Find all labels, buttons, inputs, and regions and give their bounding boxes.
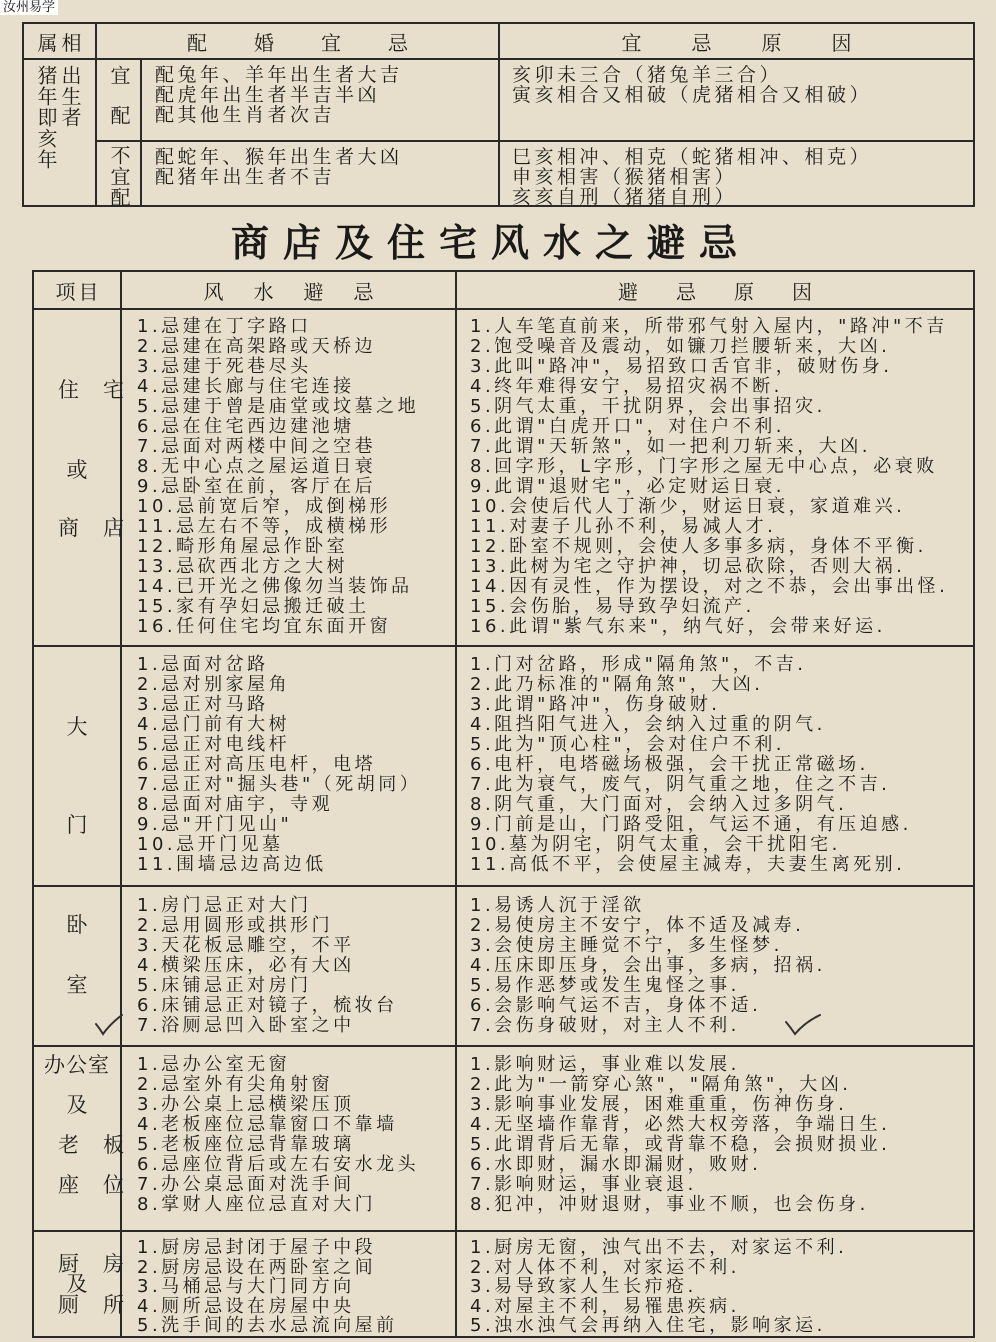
reason-item: 7.会伤身破财，对主人不利. [470, 1015, 740, 1036]
reason-list [470, 317, 948, 637]
reason-cell [457, 310, 975, 647]
taboo-item: 4.忌建长廊与住宅连接 [137, 376, 355, 397]
taboo-cell [122, 1047, 457, 1232]
section-label-line: 商店 [58, 516, 148, 540]
watermark-label: 汝州易学 [0, 0, 58, 15]
taboo-list [137, 1055, 419, 1215]
sign-label-column: 出生者 [58, 65, 82, 128]
reason-item: 10.会使后代人丁渐少，财运日衰，家道难兴. [470, 496, 906, 517]
header-reason-label: 避忌原因 [618, 279, 850, 304]
section-label-line: 卧 [66, 913, 88, 937]
reason-item: 4.对屋主不利，易罹患疾病. [470, 1295, 740, 1317]
reason-item: 9.门前是山，门路受阻，气运不通，有压迫感. [470, 814, 912, 835]
section-label-main-door [34, 647, 122, 887]
reason-item: 11.对妻子儿孙不利，易减人才. [470, 516, 777, 537]
header-reason-label: 宜忌原因 [621, 30, 902, 55]
reason-item: 4.阻挡阳气进入，会纳入过重的阴气. [470, 714, 826, 735]
page-title: 商店及住宅风水之避忌 [231, 221, 752, 265]
taboo-item: 16.任何住宅均宜东面开窗 [137, 616, 392, 637]
taboo-item: 7.忌面对两楼中间之空巷 [137, 436, 377, 457]
taboo-list [137, 896, 398, 1036]
reason-item: 2.此乃标准的"隔角煞"，大凶. [470, 674, 764, 695]
taboo-cell [122, 647, 457, 887]
taboo-item: 1.房门忌正对大门 [137, 895, 312, 916]
taboo-item: 10.忌前宽后窄，成倒梯形 [137, 496, 392, 517]
taboo-item: 3.忌建于死巷尽头 [137, 356, 312, 377]
match-type-cell [97, 142, 142, 207]
reason-item: 6.此谓"白虎开口"，对住户不利. [470, 416, 785, 437]
reason-item: 7.此谓"天斩煞"，如一把利刀斩来，大凶. [470, 436, 871, 457]
taboo-item: 2.忌建在高架路或天桥边 [137, 336, 377, 357]
reason-item: 5.阴气太重，干扰阴界，会出事招灾. [470, 396, 826, 417]
taboo-item: 3.办公桌上忌横梁压顶 [137, 1094, 355, 1115]
reason-list [470, 1238, 847, 1336]
sign-cell [24, 60, 97, 207]
taboo-cell [122, 310, 457, 647]
reason-item: 4.无坚墙作靠背，必然大权旁落，争端日生. [470, 1114, 891, 1135]
taboo-item: 2.忌对别家屋角 [137, 674, 291, 695]
section-label-line: 办公室 [44, 1053, 110, 1077]
section-label-line: 室 [66, 973, 88, 997]
match-items-cell [142, 60, 500, 142]
reason-item: 1.厨房无窗，浊气出不去，对家运不利. [470, 1237, 848, 1258]
section-label-line: 及 [66, 1093, 88, 1117]
taboo-item: 5.忌正对电线杆 [137, 734, 291, 755]
reason-item: 11.高低不平，会使屋主减寿，夫妻生离死别. [470, 854, 906, 875]
reason-item: 12.卧室不规则，会使人多事多病，身体不平衡. [470, 536, 927, 557]
taboo-item: 9.忌"开门见山" [137, 814, 293, 835]
match-type-cell [97, 60, 142, 145]
reason-item: 5.此为"顶心柱"，会对住户不利. [470, 734, 785, 755]
taboo-item: 1.忌办公室无窗 [137, 1054, 291, 1075]
taboo-item: 3.马桶忌与大门同方向 [137, 1276, 355, 1297]
taboo-item: 6.忌在住宅西边建池塘 [137, 416, 355, 437]
fengshui-taboo-table [32, 270, 975, 1338]
taboo-item: 11.围墙忌边高边低 [137, 854, 327, 875]
reason-item: 1.易诱人沉于淫欲 [470, 895, 645, 916]
match-reasons [512, 65, 872, 105]
header-sign-label: 属相 [37, 30, 86, 55]
match-item: 配猪年出生者不吉 [155, 166, 336, 188]
taboo-item: 11.忌左右不等，成横梯形 [137, 516, 392, 537]
taboo-item: 5.床铺忌正对房门 [137, 975, 312, 996]
taboo-item: 4.横梁压床，必有大凶 [137, 955, 355, 976]
taboo-item: 8.无中心点之屋运道日衰 [137, 456, 377, 477]
match-items [155, 65, 403, 125]
reason-item: 3.易导致家人生长疖疮. [470, 1276, 697, 1297]
taboo-item: 7.办公桌忌面对洗手间 [137, 1174, 355, 1195]
match-reason: 寅亥相合又相破（虎猪相合又相破） [512, 84, 873, 106]
match-items-cell [142, 142, 500, 207]
taboo-item: 4.忌门前有大树 [137, 714, 291, 735]
section-label-line: 厨房 [58, 1252, 148, 1276]
match-type-label: 宜配 [107, 65, 131, 145]
taboo-item: 3.忌正对马路 [137, 694, 269, 715]
reason-item: 5.易作恶梦或发生鬼怪之事. [470, 975, 740, 996]
section-label-line: 老板 [58, 1133, 148, 1157]
taboo-item: 8.忌面对庙宇，寺观 [137, 794, 334, 815]
match-reason: 申亥相害（猴猪相害） [512, 166, 738, 188]
header-match [97, 24, 500, 60]
section-label-kitchen-toilet [34, 1232, 148, 1338]
section-label-bedroom [34, 887, 122, 1047]
match-reasons-cell [500, 60, 975, 142]
taboo-item: 9.忌卧室在前，客厅在后 [137, 476, 377, 497]
taboo-item: 12.畸形角屋忌作卧室 [137, 536, 349, 557]
reason-item: 1.人车笔直前来，所带邪气射入屋内，"路冲"不吉 [470, 316, 948, 337]
section-label-line: 座位 [58, 1173, 148, 1197]
taboo-item: 1.厨房忌封闭于屋子中段 [137, 1237, 377, 1258]
reason-item: 2.此为"一箭穿心煞"，"隔角煞"，大凶. [470, 1074, 852, 1095]
section-label-line: 及 [66, 1272, 88, 1296]
section-label-line: 厕所 [58, 1293, 148, 1317]
reason-item: 14.因有灵性，作为摆设，对之不恭，会出事出怪. [470, 576, 949, 597]
match-item: 配虎年出生者半吉半凶 [155, 84, 381, 106]
reason-item: 5.浊水浊气会再纳入住宅，影响家运. [470, 1315, 826, 1336]
taboo-list [137, 655, 421, 875]
header-item [34, 272, 122, 310]
reason-item: 13.此树为宅之守护神，切忌砍除，否则大祸. [470, 556, 906, 577]
header-match-label: 配婚宜忌 [187, 30, 455, 55]
match-reasons-cell [500, 142, 975, 207]
taboo-item: 4.老板座位忌靠窗口不靠墙 [137, 1114, 398, 1135]
reason-list [470, 896, 826, 1036]
taboo-item: 15.家有孕妇忌搬迁破土 [137, 596, 370, 617]
reason-item: 3.会使房主睡觉不宁，多生怪梦. [470, 935, 783, 956]
match-reason: 亥亥自刑（猪猪自刑） [512, 186, 738, 208]
reason-item: 3.此谓"路冲"，伤身破财. [470, 694, 721, 715]
taboo-item: 6.忌正对高压电杆，电塔 [137, 754, 377, 775]
match-item: 配兔年、羊年出生者大吉 [155, 64, 403, 86]
section-label-residence-shop [34, 310, 148, 647]
taboo-item: 2.厨房忌设在两卧室之间 [137, 1256, 377, 1278]
reason-item: 3.此叫"路冲"，易招致口舌官非，破财伤身. [470, 356, 893, 377]
taboo-item: 2.忌室外有尖角射窗 [137, 1074, 334, 1095]
section-label-line: 大 [66, 715, 88, 739]
taboo-item: 1.忌建在丁字路口 [137, 316, 312, 337]
taboo-item: 6.忌座位背后或左右安水龙头 [137, 1154, 420, 1175]
taboo-list [137, 317, 419, 637]
match-items [155, 147, 403, 187]
header-reason [500, 24, 975, 60]
taboo-item: 4.厕所忌设在房屋中央 [137, 1295, 355, 1317]
reason-cell [457, 887, 975, 1047]
taboo-item: 3.天花板忌雕空，不平 [137, 935, 355, 956]
match-item: 配蛇年、猴年出生者大凶 [155, 146, 403, 168]
taboo-cell [122, 887, 457, 1047]
header-sign [24, 24, 97, 60]
match-item: 配其他生肖者次吉 [155, 104, 336, 126]
sign-label-column: 猪年即亥年 [34, 65, 58, 170]
reason-item: 9.此谓"退财宅"，必定财运日衰. [470, 476, 785, 497]
reason-item: 6.电杆，电塔磁场极强，会干扰正常磁场. [470, 754, 869, 775]
reason-cell [457, 1047, 975, 1232]
reason-item: 8.回字形，L字形，门字形之屋无中心点，必衰败 [470, 456, 938, 477]
reason-item: 7.此为衰气，废气，阴气重之地，住之不吉. [470, 774, 891, 795]
reason-item: 6.水即财，漏水即漏财，败财. [470, 1154, 762, 1175]
reason-item: 15.会伤胎，易导致孕妇流产. [470, 596, 755, 617]
taboo-item: 5.忌建于曾是庙堂或坟墓之地 [137, 396, 420, 417]
reason-item: 2.饱受噪音及震动，如镰刀拦腰斩来，大凶. [470, 336, 891, 357]
section-label-line: 或 [66, 458, 88, 482]
reason-item: 8.阴气重，大门面对，会纳入过多阴气. [470, 794, 848, 815]
reason-item: 4.压床即压身，会出事，多病，招祸. [470, 955, 826, 976]
taboo-item: 5.老板座位忌背靠玻璃 [137, 1134, 355, 1155]
reason-item: 3.影响事业发展，困难重重，伤神伤身. [470, 1094, 848, 1115]
reason-item: 1.门对岔路，形成"隔角煞"，不吉. [470, 654, 807, 675]
reason-item: 4.终年难得安宁，易招灾祸不断. [470, 376, 783, 397]
taboo-item: 7.忌正对"掘头巷"（死胡同） [137, 774, 422, 795]
reason-item: 2.易使房主不安宁，体不适及减寿. [470, 915, 805, 936]
taboo-item: 13.忌砍西北方之大树 [137, 556, 349, 577]
taboo-item: 2.忌用圆形或拱形门 [137, 915, 334, 936]
section-label-line: 门 [66, 813, 88, 837]
taboo-item: 8.掌财人座位忌直对大门 [137, 1194, 377, 1215]
taboo-cell [122, 1232, 457, 1338]
header-taboo-label: 风水避忌 [203, 279, 404, 304]
taboo-item: 5.洗手间的去水忌流向屋前 [137, 1315, 398, 1336]
reason-list [470, 655, 912, 875]
reason-item: 10.墓为阴宅，阴气太重，会干扰阳宅. [470, 834, 841, 855]
taboo-list [137, 1238, 398, 1336]
match-type-label: 不宜配 [107, 145, 131, 208]
reason-item: 5.此谓背后无靠，或背靠不稳，会损财损业. [470, 1134, 891, 1155]
taboo-item: 7.浴厕忌凹入卧室之中 [137, 1015, 355, 1036]
reason-item: 1.影响财运，事业难以发展. [470, 1054, 740, 1075]
match-reason: 亥卯未三合（猪兔羊三合） [512, 64, 783, 86]
section-label-line: 住宅 [58, 378, 148, 402]
taboo-item: 10.忌开门见墓 [137, 834, 284, 855]
zodiac-match-table [22, 22, 975, 207]
header-item-label: 项目 [55, 279, 102, 304]
header-taboo [122, 272, 457, 310]
reason-item: 16.此谓"紫气东来"，纳气好，会带来好运. [470, 616, 886, 637]
reason-cell [457, 1232, 975, 1338]
reason-item: 8.犯冲，冲财退财，事业不顺，也会伤身. [470, 1194, 869, 1215]
match-reasons [512, 147, 872, 207]
reason-item: 7.影响财运，事业衰退. [470, 1174, 697, 1195]
reason-item: 6.会影响气运不吉，身体不适. [470, 995, 762, 1016]
section-label-office [34, 1047, 148, 1232]
taboo-item: 6.床铺忌正对镜子，梳妆台 [137, 995, 398, 1016]
taboo-item: 1.忌面对岔路 [137, 654, 269, 675]
reason-item: 2.对人体不利，对家运不利. [470, 1256, 740, 1278]
reason-list [470, 1055, 890, 1215]
match-reason: 巳亥相冲、相克（蛇猪相冲、相克） [512, 146, 873, 168]
reason-cell [457, 647, 975, 887]
taboo-item: 14.已开光之佛像勿当装饰品 [137, 576, 413, 597]
header-reason [457, 272, 975, 310]
